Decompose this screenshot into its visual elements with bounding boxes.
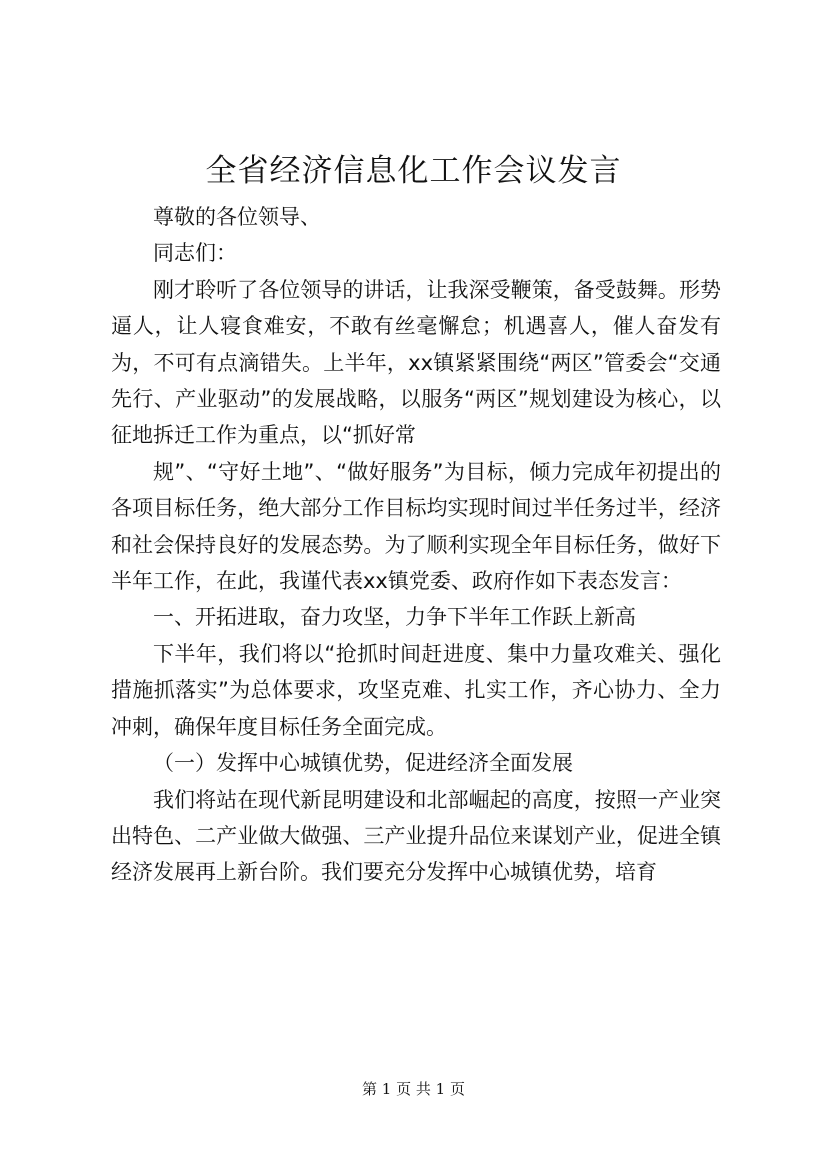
salutation-line-2: 同志们： xyxy=(153,241,237,266)
paragraph-goals: 规”、“守好土地”、“做好服务”为目标，倾力完成年初提出的各项目标任务，绝大部分工作目标均实现时间过半任务过半，经济和社会保持良好的发展态势。为了顺利实现全年目标任务，做好下半年工作，在此，我谨代表xx镇党委、政府作如下表态发言： xyxy=(111,459,721,594)
page-number-footer: 第 1 页 共 1 页 xyxy=(362,1080,465,1098)
paragraph-second-half: 下半年，我们将以“抢抓时间赶进度、集中力量攻难关、强化措施抓落实”为总体要求，攻坚克难、扎实工作，齐心协力、全力冲刺，确保年度目标任务全面完成。 xyxy=(111,641,721,739)
document-title: 全省经济信息化工作会议发言 xyxy=(205,153,622,189)
paragraph-economy: 我们将站在现代新昆明建设和北部崛起的高度，按照一产业突出特色、二产业做大做强、三产业提升品位来谋划产业，促进全镇经济发展再上新台阶。我们要充分发挥中心城镇优势，培育 xyxy=(111,787,721,885)
salutation-line-1: 尊敬的各位领导、 xyxy=(153,205,321,229)
paragraph-intro: 刚才聆听了各位领导的讲话，让我深受鞭策，备受鼓舞。形势逼人，让人寝食难安，不敢有丝毫懈怠；机遇喜人，催人奋发有为，不可有点滴错失。上半年，xx镇紧紧围绕“两区”管委会“交通先行、产业驱动”的发展战略，以服务“两区”规划建设为核心，以征地拆迁工作为重点，以“抓好常 xyxy=(111,277,721,448)
section-heading-1: 一、开拓进取，奋力攻坚，力争下半年工作跃上新高 xyxy=(153,605,636,630)
document-body xyxy=(111,199,721,891)
subsection-heading-1: （一）发挥中心城镇优势，促进经济全面发展 xyxy=(153,751,573,776)
